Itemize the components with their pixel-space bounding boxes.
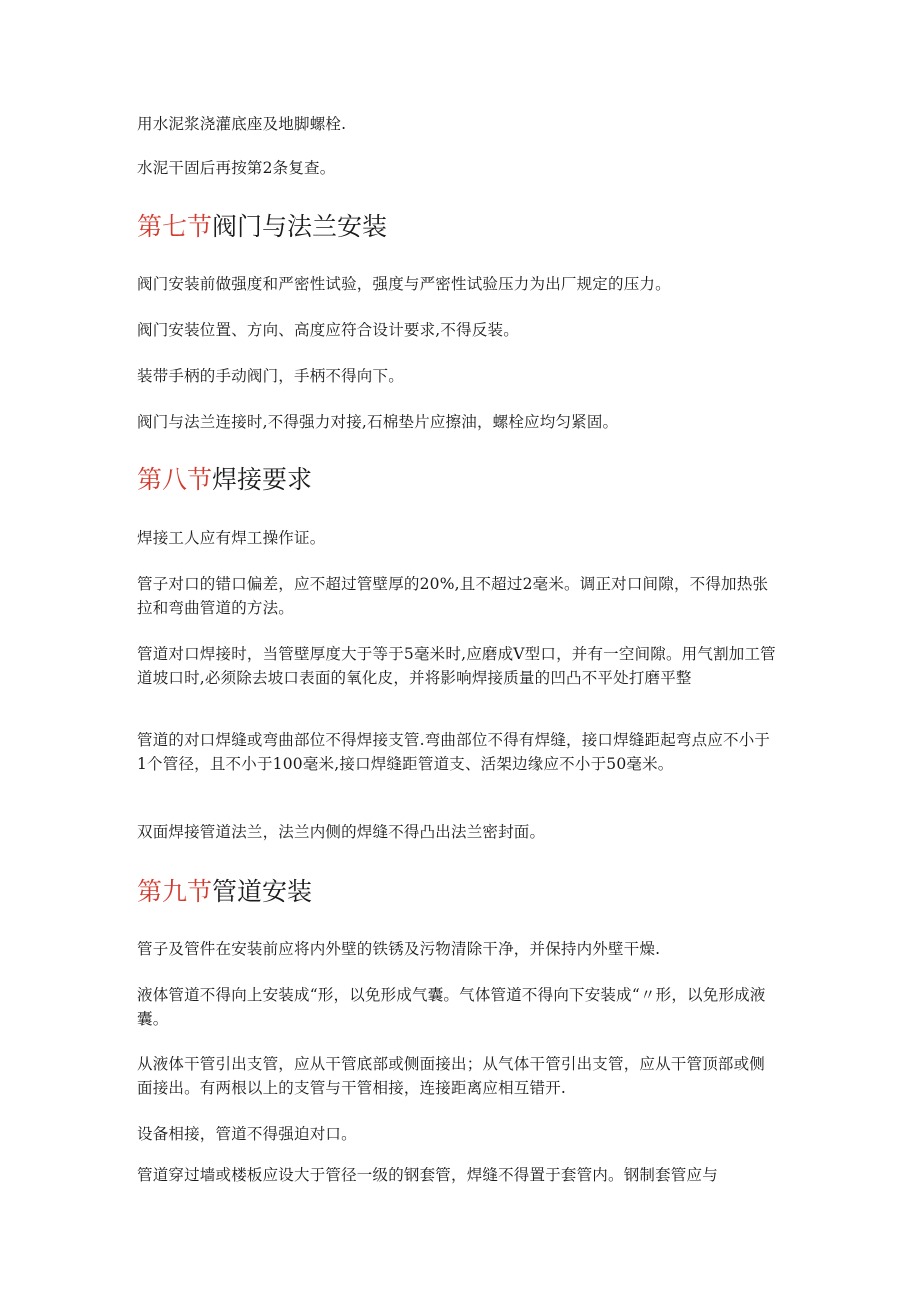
- paragraph: 液体管道不得向上安装成“形，以免形成气囊。气体管道不得向下安装成“〃形，以免形成液囊。: [137, 986, 766, 1028]
- paragraph: 装带手柄的手动阀门，手柄不得向下。: [137, 367, 404, 385]
- paragraph: 阀门安装前做强度和严密性试验，强度与严密性试验压力为出厂规定的压力。: [137, 275, 671, 293]
- paragraph: 用水泥浆浇灌底座及地脚螺栓.: [137, 115, 347, 133]
- paragraph: 管子对口的错口偏差，应不超过管壁厚的20%,且不超过2毫米。调正对口间隙，不得加热张拉和弯曲管道的方法。: [137, 575, 769, 617]
- paragraph: 管子及管件在安装前应将内外壁的铁锈及污物清除干净，并保持内外壁干燥.: [137, 940, 661, 958]
- section-heading-9: [137, 875, 312, 909]
- paragraph: 双面焊接管道法兰，法兰内侧的焊缝不得凸出法兰密封面。: [137, 823, 546, 841]
- section-heading-8: [137, 463, 312, 497]
- paragraph: 管道的对口焊缝或弯曲部位不得焊接支管.弯曲部位不得有焊缝，接口焊缝距起弯点应不小于1个管径，且不小于100毫米,接口焊缝距管道支、活架边缘应不小于50毫米。: [137, 731, 771, 773]
- paragraph: 管道穿过墙或楼板应设大于管径一级的钢套管，焊缝不得置于套管内。钢制套管应与: [137, 1166, 718, 1184]
- section-title: 管道安装: [212, 877, 313, 906]
- paragraph: 从液体干管引出支管，应从干管底部或侧面接出；从气体干管引出支管，应从干管顶部或侧面接出。有两根以上的支管与干管相接，连接距离应相互错开.: [137, 1055, 766, 1097]
- section-number: 第八节: [137, 465, 213, 494]
- section-number: 第九节: [137, 877, 213, 906]
- paragraph: 水泥干固后再按第2条复查。: [137, 159, 336, 177]
- paragraph: 焊接工人应有焊工操作证。: [137, 529, 326, 547]
- section-title: 焊接要求: [212, 465, 313, 494]
- section-heading-7: [137, 210, 387, 244]
- paragraph: 阀门安装位置、方向、高度应符合设计要求,不得反装。: [137, 321, 519, 339]
- paragraph: 设备相接，管道不得强迫对口。: [137, 1125, 357, 1143]
- section-title: 阀门与法兰安装: [212, 212, 388, 241]
- paragraph: 阀门与法兰连接时,不得强力对接,石棉垫片应擦油，螺栓应均匀紧固。: [137, 413, 619, 431]
- section-number: 第七节: [137, 212, 213, 241]
- paragraph: 管道对口焊接时，当管壁厚度大于等于5毫米时,应磨成V型口，并有一空间隙。用气割加工管道坡口时,必须除去坡口表面的氧化皮，并将影响焊接质量的凹凸不平处打磨平整: [137, 645, 776, 687]
